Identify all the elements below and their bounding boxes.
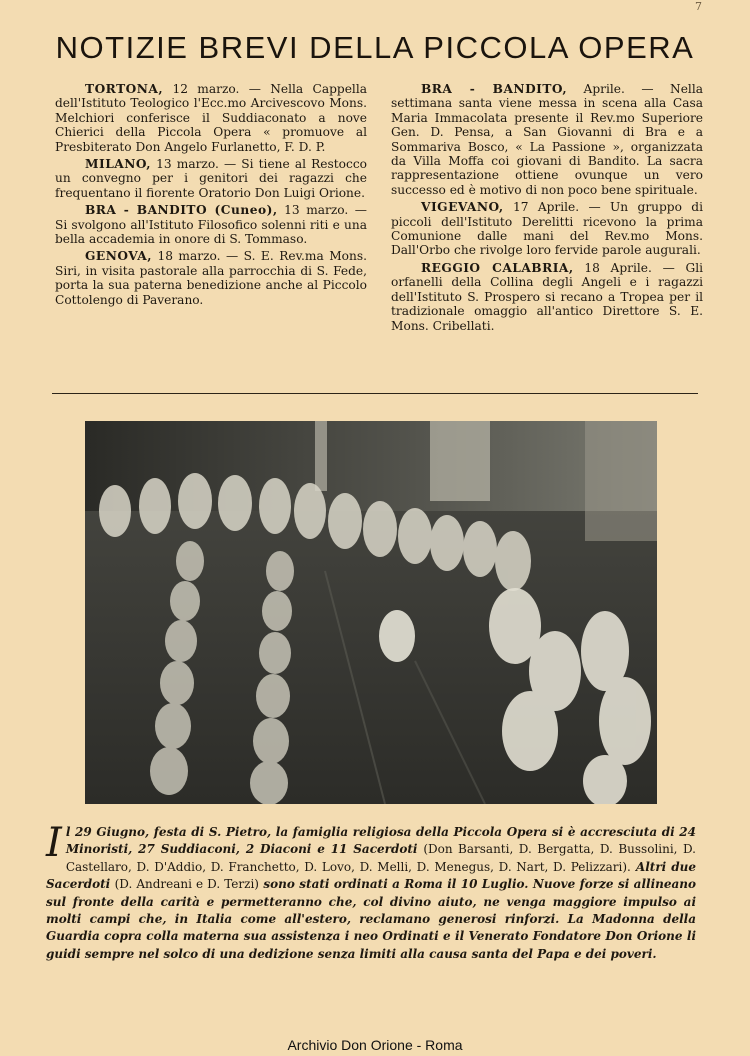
caption-text: sono stati ordinati a Roma il 10 Luglio. Nuove forze si allineano sul fronte della carità e permetteranno che, col divino aiuto, ne venga maggiore impulso ai molti campi che, in Italia come all'estero, reclamano generosi rinforzi. La Madonna della Guardia copra colla materna sua assistenza i neo Ordinati e il Venerato Fondatore Don Orione li guidi sempre nel solco di una dedizione senza limiti alla causa santa del Papa e dei poveri.: [46, 877, 696, 961]
news-place: GENOVA,: [85, 249, 152, 264]
page-number: 7: [695, 0, 702, 13]
news-place: BRA - BANDITO,: [421, 82, 568, 96]
news-item: [391, 200, 703, 258]
news-item: [391, 82, 703, 197]
news-text: 13 marzo. — Si svolgono all'Istituto Filosofico solenni riti e una bella accademia in onore di S. Tommaso.: [55, 203, 367, 247]
news-text: 13 marzo. — Si tiene al Restocco un convegno per i genitori dei ragazzi che frequentano il fiorente Oratorio Don Luigi Orione.: [55, 157, 367, 200]
caption-text: l 29 Giugno, festa di S. Pietro, la famiglia religiosa della Piccola Opera si è accresciuta di 24 Minoristi, 27 Suddiaconi, 2 Diaconi e 11 Sacerdoti: [65, 825, 696, 857]
news-item: [55, 82, 367, 154]
news-place: VIGEVANO,: [421, 200, 504, 215]
news-item: [55, 203, 367, 246]
caption-dropcap: I: [46, 820, 62, 866]
news-column-right: [391, 82, 703, 336]
caption-names: (D. Andreani e D. Terzi): [114, 877, 259, 892]
news-place: REGGIO CALABRIA,: [421, 260, 574, 275]
caption-text: Altri due Sacerdoti: [46, 859, 696, 892]
photo-illustration: [85, 421, 657, 804]
section-divider: [52, 393, 698, 394]
news-columns: [55, 82, 703, 336]
news-column-left: [55, 82, 367, 336]
ordination-photo: [85, 421, 657, 804]
archive-footer: Archivio Don Orione - Roma: [287, 1037, 463, 1053]
news-item: [391, 261, 703, 333]
news-text: 12 marzo. — Nella Cappella dell'Istituto Teologico l'Ecc.mo Arcivescovo Mons. Melchiori conferisce il Suddiaconato a nove Chierici della Piccola Opera « promuove al Presbiterato Don Angelo Furlanetto, F. D. P.: [55, 82, 367, 154]
news-item: [55, 157, 367, 200]
news-item: [55, 249, 367, 307]
news-text: Aprile. — Nella settimana santa viene messa in scena alla Casa Maria Immacolata presente il Rev.mo Superiore Gen. D. Pensa, a San Giovanni di Bra e a Sommariva Bosco, « La Passione », organizzata da Villa Moffa coi giovani di Bandito. La sacra rappresentazione ottiene ovunque un vero successo ed è motivo di non poco bene spirituale.: [391, 82, 703, 197]
photo-caption: [46, 820, 696, 963]
news-text: 18 Aprile. — Gli orfanelli della Collina degli Angeli e i ragazzi dell'Istituto S. Prospero si recano a Tropea per il tradizionale omaggio all'antico Direttore S. E. Mons. Cribellati.: [391, 260, 703, 333]
news-text: 17 Aprile. — Un gruppo di piccoli dell'Istituto Derelitti ricevono la prima Comunione dalle mani del Rev.mo Mons. Dall'Orbo che rivolge loro fervide parole augurali.: [391, 200, 703, 258]
news-place: TORTONA,: [85, 82, 164, 96]
news-place: BRA - BANDITO (Cuneo),: [85, 203, 278, 218]
news-place: MILANO,: [85, 157, 152, 172]
caption-names: (Don Barsanti, D. Bergatta, D. Bussolini, D. Castellaro, D. D'Addio, D. Franchetto, D. Lovo, D. Melli, D. Menegus, D. Nart, D. Pelizzari).: [65, 842, 696, 874]
news-text: 18 marzo. — S. E. Rev.ma Mons. Siri, in visita pastorale alla parrocchia di S. Fede, porta la sua paterna benedizione anche al Piccolo Cottolengo di Paverano.: [55, 249, 367, 307]
page-title: NOTIZIE BREVI DELLA PICCOLA OPERA: [55, 30, 695, 65]
